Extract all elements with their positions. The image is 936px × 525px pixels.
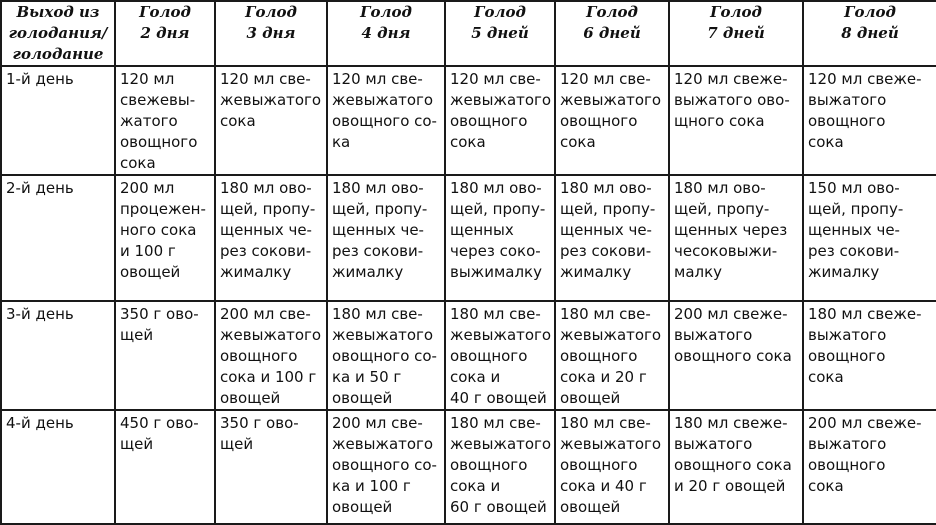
- table-cell: 180 мл ово- щей, пропу- щенных че- рез сокови- жималку: [555, 175, 669, 301]
- table-cell: 200 мл свеже- выжатого овощного сока: [803, 410, 936, 524]
- table-cell: 200 мл свеже- выжатого овощного сока: [669, 301, 803, 410]
- row-header: 2-й день: [1, 175, 115, 301]
- table-cell: 180 мл све- жевыжатого овощного сока и 40 г овощей: [555, 410, 669, 524]
- table-cell: 150 мл ово- щей, пропу- щенных че- рез сокови- жималку: [803, 175, 936, 301]
- table-row: [1, 301, 936, 410]
- column-header: Голод 2 дня: [115, 1, 215, 66]
- column-header: Голод 4 дня: [327, 1, 445, 66]
- table-cell: 120 мл све- жевыжатого овощного сока: [555, 66, 669, 175]
- corner-header: Выход из голодания/ голодание: [1, 1, 115, 66]
- table-cell: 180 мл свеже- выжатого овощного сока: [803, 301, 936, 410]
- table-cell: 180 мл ово- щей, пропу- щенных че- рез сокови- жималку: [215, 175, 327, 301]
- table-cell: 180 мл све- жевыжатого овощного сока и 20 г овощей: [555, 301, 669, 410]
- row-header: 3-й день: [1, 301, 115, 410]
- column-header: Голод 7 дней: [669, 1, 803, 66]
- row-header: 4-й день: [1, 410, 115, 524]
- table-cell: 200 мл све- жевыжатого овощного сока и 100 г овощей: [215, 301, 327, 410]
- table-cell: 120 мл све- жевыжатого сока: [215, 66, 327, 175]
- table-cell: 180 мл ово- щей, пропу- щенных че- рез сокови- жималку: [327, 175, 445, 301]
- table-cell: 180 мл ово- щей, пропу- щенных через чесоковыжи- малку: [669, 175, 803, 301]
- header-row: [1, 1, 936, 66]
- column-header: Голод 8 дней: [803, 1, 936, 66]
- table-cell: 120 мл све- жевыжатого овощного со- ка: [327, 66, 445, 175]
- table-cell: 200 мл процежен- ного сока и 100 г овощей: [115, 175, 215, 301]
- table-cell: 180 мл све- жевыжатого овощного сока и 40 г овощей: [445, 301, 555, 410]
- table-cell: 450 г ово- щей: [115, 410, 215, 524]
- table-cell: 350 г ово- щей: [215, 410, 327, 524]
- table-cell: 120 мл свеже- выжатого овощного сока: [803, 66, 936, 175]
- table-row: [1, 66, 936, 175]
- column-header: Голод 5 дней: [445, 1, 555, 66]
- table-cell: 120 мл свеже- выжатого ово- щного сока: [669, 66, 803, 175]
- table-cell: 200 мл све- жевыжатого овощного со- ка и 100 г овощей: [327, 410, 445, 524]
- column-header: Голод 6 дней: [555, 1, 669, 66]
- table-cell: 180 мл свеже- выжатого овощного сока и 20 г овощей: [669, 410, 803, 524]
- table-cell: 180 мл ово- щей, пропу- щенных через соко- выжималку: [445, 175, 555, 301]
- table-cell: 350 г ово- щей: [115, 301, 215, 410]
- table-cell: 180 мл све- жевыжатого овощного сока и 60 г овощей: [445, 410, 555, 524]
- table-row: [1, 410, 936, 524]
- column-header: Голод 3 дня: [215, 1, 327, 66]
- table-cell: 120 мл све- жевыжатого овощного сока: [445, 66, 555, 175]
- table-row: [1, 175, 936, 301]
- table-cell: 120 мл свежевы- жатого овощного сока: [115, 66, 215, 175]
- table-cell: 180 мл све- жевыжатого овощного со- ка и 50 г овощей: [327, 301, 445, 410]
- row-header: 1-й день: [1, 66, 115, 175]
